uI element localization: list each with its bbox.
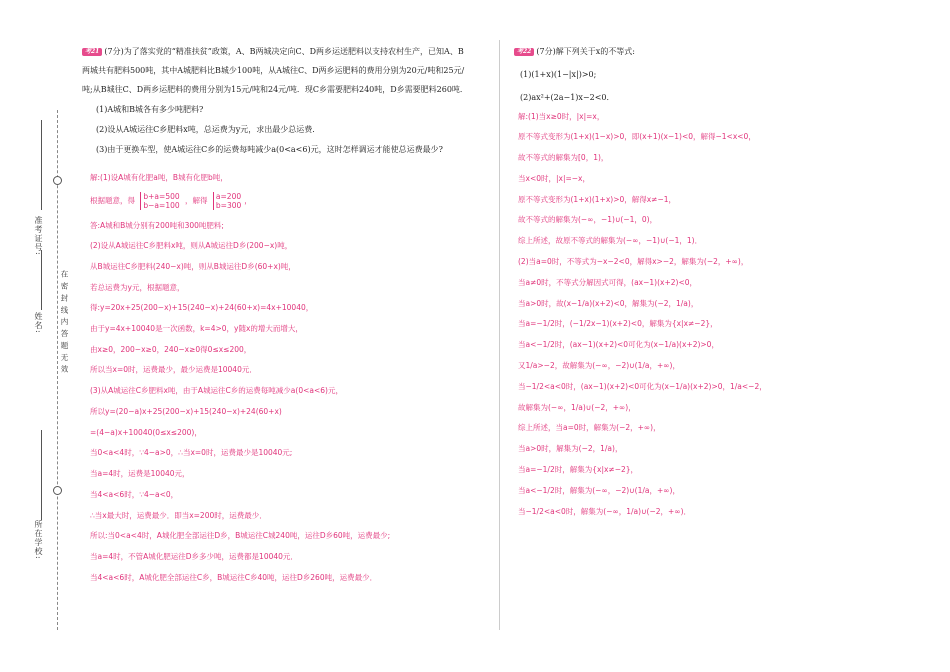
solution-system	[213, 192, 241, 210]
answer-line: 当a=4时，运费是10040元，	[90, 469, 190, 478]
answer-line: 当a≠0时，不等式分解因式可得，(ax−1)(x+2)<0，	[518, 278, 697, 287]
answer-system-line	[90, 192, 252, 210]
column-divider	[499, 40, 500, 630]
binding-strip	[0, 0, 80, 672]
answer-line: 所以y=(20−a)x+25(200−x)+15(240−x)+24(60+x)	[90, 407, 282, 416]
answer-line: 解:(1)设A城有化肥a吨，B城有化肥b吨，	[90, 173, 228, 182]
question-21-stem-line1	[82, 46, 492, 57]
question-21-stem-line2: 两城共有肥料500吨，其中A城肥料比B城少100吨，从A城往C、D两乡运肥料的费用分别为20元/吨和25元/	[82, 66, 465, 75]
question-21-stem-line3: 吨;从B城往C、D两乡运肥料的费用分别为15元/吨和24元/吨．现C乡需要肥料240吨，D乡需要肥料260吨．	[82, 85, 468, 94]
answer-line: 综上所述，当a=0时，解集为(−2，+∞)，	[518, 423, 661, 432]
answer-line: (2)设从A城运往C乡肥料x吨，则从A城运往D乡(200−x)吨，	[90, 241, 293, 250]
answer-line: 故解集为(−∞，1/a)∪(−2，+∞)，	[518, 403, 636, 412]
answer-line: 当−1/2<a<0时，(ax−1)(x+2)<0可化为(x−1/a)(x+2)>0，1/a<−2，	[518, 382, 767, 391]
equation: b−a=100	[143, 201, 180, 210]
seal-notice: 在 密 封 线 内 答 题 无 效	[60, 270, 69, 374]
question-21-part3: (3)由于更换车型，使A城运往C乡的运费每吨减少a(0<a<6)元，这时怎样调运才能使总运费最少?	[96, 145, 443, 154]
question-22	[514, 40, 914, 103]
answer-line: 又1/a>−2，故解集为(−∞，−2)∪(1/a，+∞)，	[518, 361, 680, 370]
answer-line: ∴当x最大时，运费最少．即当x=200时，运费最少．	[90, 511, 267, 520]
equation: b=300	[215, 201, 242, 210]
answer-line: 得:y=20x+25(200−x)+15(240−x)+24(60+x)=4x+10040，	[90, 303, 314, 312]
answer-line: 所以:当0<a<4时，A城化肥全部运往D乡，B城运往C城240吨，运往D乡60吨，运费最少;	[90, 531, 391, 540]
answer-line: 当0<a<4时，∵4−a>0，∴当x=0时，运费最少是10040元;	[90, 448, 293, 457]
stem-text: (7分)解下列关于x的不等式:	[536, 47, 635, 56]
answer-line: (2)当a=0时，不等式为−x−2<0，解得x>−2，解集为(−2，+∞)，	[518, 257, 749, 266]
exam-no-label: 准考证号:	[34, 216, 43, 256]
answer-line: 当a>0时，解集为(−2，1/a)，	[518, 444, 623, 453]
equation: a=200	[215, 192, 242, 201]
binding-hole-icon	[53, 486, 62, 495]
answer-line: 当4<a<6时，∵4−a<0，	[90, 490, 179, 499]
name-label: 姓名:	[34, 312, 43, 334]
stem-text: (7分)为了落实党的“精准扶贫”政策，A、B两城决定向C、D两乡运送肥料以支持农村生产，已知A、B	[104, 47, 464, 56]
exam-no-underline	[41, 120, 42, 210]
seal-dashed-line	[57, 110, 58, 630]
question-21-part2: (2)设从A城运往C乡肥料x吨，总运费为y元，求出最少总运费．	[96, 125, 321, 134]
question-21-badge: 考21	[82, 48, 102, 56]
question-21-part1: (1)A城和B城各有多少吨肥料?	[96, 105, 204, 114]
binding-hole-icon	[53, 176, 62, 185]
answer-line: (3)从A城运往C乡肥料x吨，由于A城运往C乡的运费每吨减少a(0<a<6)元，	[90, 386, 343, 395]
question-22-badge: 考22	[514, 48, 534, 56]
answer-line: 当a=−1/2时，(−1/2x−1)(x+2)<0，解集为{x|x≠−2}，	[518, 319, 718, 328]
question-22-part1: (1)(1+x)(1−|x|)>0;	[520, 70, 597, 79]
answer-line: 综上所述，故原不等式的解集为(−∞，−1)∪(−1，1)．	[518, 236, 703, 245]
answer-line: 故不等式的解集为(−∞，−1)∪(−1，0)，	[518, 215, 658, 224]
answer-text: 根据题意，得	[90, 196, 135, 205]
question-22-stem	[514, 46, 914, 57]
answer-text: ，	[244, 196, 252, 205]
school-underline	[41, 430, 42, 520]
answer-line: 所以当x=0时，运费最少，最少运费是10040元．	[90, 365, 257, 374]
question-21	[82, 40, 492, 155]
answer-line: 当a>0时，故(x−1/a)(x+2)<0，解集为(−2，1/a)，	[518, 299, 699, 308]
equation: b+a=500	[143, 192, 180, 201]
answer-line: 原不等式变形为(1+x)(1−x)>0，即(x+1)(x−1)<0，解得−1<x<0，	[518, 132, 756, 141]
answer-line: 若总运费为y元，根据题意，	[90, 283, 185, 292]
answer-line: 故不等式的解集为[0，1)，	[518, 153, 609, 162]
answer-line: 从B城运往C乡肥料(240−x)吨，则从B城运往D乡(60+x)吨，	[90, 262, 296, 271]
equation-system	[140, 192, 179, 210]
answer-line: =(4−a)x+10040(0≤x≤200)，	[90, 428, 202, 437]
answer-line: 当a=−1/2时，解集为{x|x≠−2}，	[518, 465, 639, 474]
answer-text: ，解得	[185, 196, 208, 205]
answer-line: 当a<−1/2时，解集为(−∞，−2)∪(1/a，+∞)，	[518, 486, 680, 495]
question-22-part2: (2)ax²+(2a−1)x−2<0．	[520, 93, 615, 102]
answer-line: 由于y=4x+10040是一次函数，k=4>0，y随x的增大而增大，	[90, 324, 303, 333]
school-label: 所在学校:	[34, 520, 43, 560]
answer-line: 当x<0时，|x|=−x，	[518, 174, 590, 183]
name-underline	[41, 250, 42, 310]
answer-line: 当a<−1/2时，(ax−1)(x+2)<0可化为(x−1/a)(x+2)>0，	[518, 340, 719, 349]
answer-line: 当−1/2<a<0时，解集为(−∞，1/a)∪(−2，+∞)．	[518, 507, 691, 516]
answer-line: 当4<a<6时，A城化肥全部运往C乡，B城运往C乡40吨，运往D乡260吨，运费最少．	[90, 573, 378, 582]
answer-line: 当a=4时，不管A城化肥运往D乡多少吨，运费都是10040元．	[90, 552, 298, 561]
answer-line: 由x≥0，200−x≥0，240−x≥0得0≤x≤200，	[90, 345, 252, 354]
answer-line: 答:A城和B城分别有200吨和300吨肥料;	[90, 221, 224, 230]
answer-line: 解:(1)当x≥0时，|x|=x，	[518, 112, 605, 121]
answer-line: 原不等式变形为(1+x)(1+x)>0，解得x≠−1，	[518, 195, 677, 204]
